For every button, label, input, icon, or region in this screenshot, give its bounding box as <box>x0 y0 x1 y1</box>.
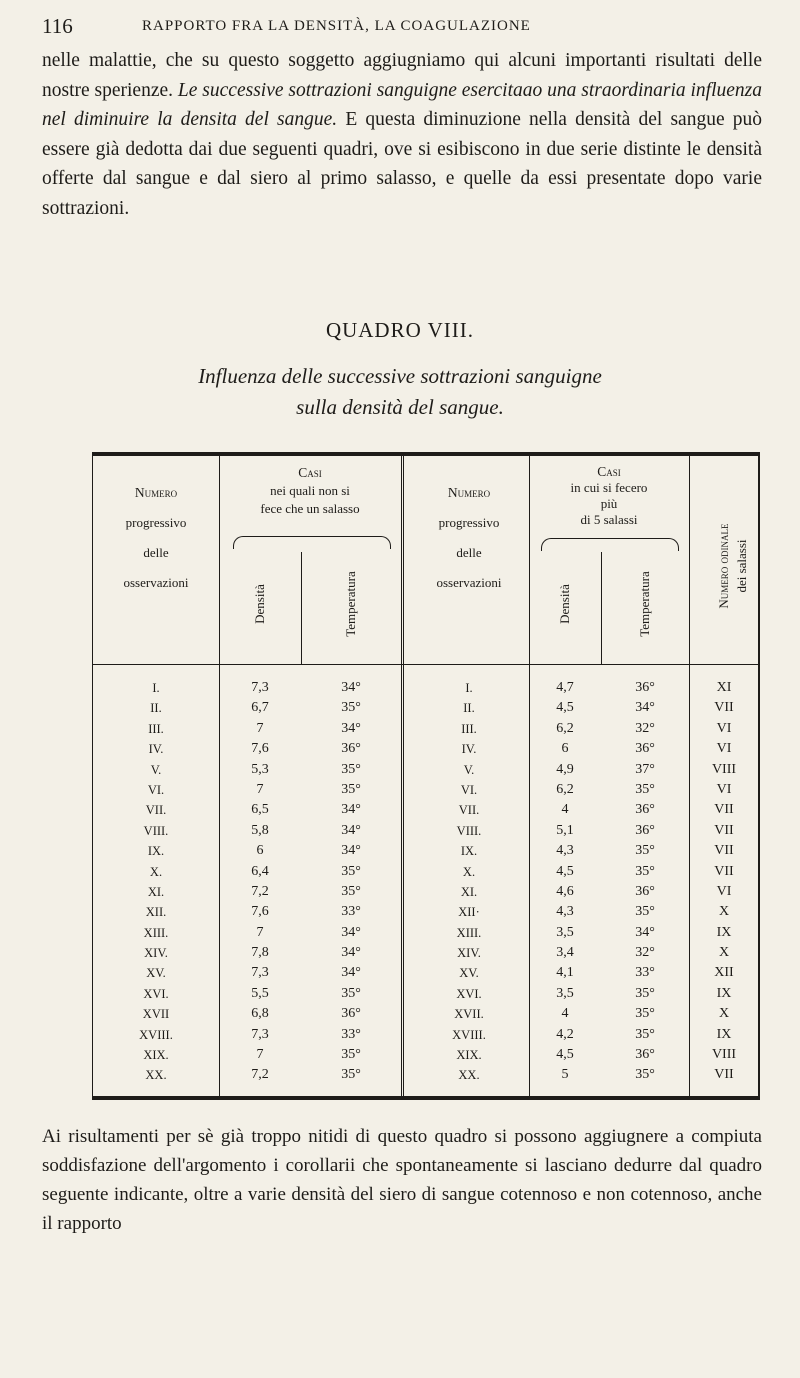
ordinal-header-line: dei salassi <box>734 539 749 593</box>
table-cell: 7,2 <box>251 1067 269 1083</box>
table-cell: VII <box>714 1067 734 1083</box>
left-temperature-header: Temperatura <box>343 571 358 637</box>
table-cell: 7 <box>256 720 264 736</box>
table-cell: 34° <box>341 802 361 818</box>
table-cell: 35° <box>341 781 361 797</box>
num-header-line: delle <box>143 545 169 560</box>
table-cell: VII <box>714 863 734 879</box>
table-cell: XX. <box>145 1068 167 1083</box>
col-left-number <box>93 678 219 1086</box>
table-cell: 5,8 <box>251 822 269 838</box>
right-density-header: Densità <box>557 584 572 624</box>
table-cell: 7 <box>256 1047 264 1063</box>
closing-paragraph: Ai risultamenti per sè già troppo nitidi di questo quadro si possono aggiugnere a compiuta soddisfazione dell'argomento i corollarii che spontaneamente si lasciano dedurre dal quadro seguente indicante, oltre a varie densità del siero di sangue cotennoso e non cotennoso, anche il rapporto <box>42 1126 762 1234</box>
table-subtitle-line2: sulla densità del sangue. <box>296 395 504 419</box>
table-cell: 35° <box>341 700 361 716</box>
table-cell: XIV. <box>144 946 168 961</box>
table-cell: 7,2 <box>251 883 269 899</box>
table-cell: XVIII. <box>139 1027 173 1042</box>
table-cell: 7,6 <box>251 741 269 757</box>
cases-header-line: più <box>600 496 618 511</box>
col-ordinal-bleedings <box>689 678 759 1086</box>
table-cell: 35° <box>341 863 361 879</box>
table-cell: 34° <box>341 843 361 859</box>
table-cell: 35° <box>341 1047 361 1063</box>
table-cell: 33° <box>341 904 361 920</box>
table-cell: VII. <box>145 803 167 818</box>
table-cell: 35° <box>341 883 361 899</box>
table-cell: 35° <box>341 761 361 777</box>
table-cell: 35° <box>635 1026 655 1042</box>
header-brace <box>233 536 391 549</box>
table-cell: VI <box>716 720 732 736</box>
table-cell: 3,5 <box>556 985 574 1001</box>
table-cell: X. <box>462 864 476 879</box>
table-cell: 5,3 <box>251 761 269 777</box>
table-cell: XV. <box>459 966 479 981</box>
left-density-header: Densità <box>252 584 267 624</box>
table-cell: X <box>718 904 730 920</box>
table-cell: 35° <box>635 843 655 859</box>
table-cell: XII· <box>458 905 480 920</box>
table-cell: 7 <box>256 924 264 940</box>
left-number-header <box>93 484 219 592</box>
header-rule <box>93 664 758 665</box>
table-cell: XVIII. <box>452 1027 486 1042</box>
table-cell: 35° <box>635 1006 655 1022</box>
table-cell: 4,3 <box>556 904 574 920</box>
ordinal-header-line: Numero odinale <box>716 523 731 609</box>
col-right-temperature <box>601 678 689 1086</box>
table-cell: 34° <box>341 945 361 961</box>
table-cell: XIX. <box>456 1048 482 1063</box>
cases-header-line: fece che un salasso <box>260 501 360 516</box>
table-cell: XVI. <box>143 986 169 1001</box>
num-header-line: osservazioni <box>436 575 502 590</box>
table-cell: V. <box>150 762 162 777</box>
ordinal-header <box>715 486 751 646</box>
table-cell: 6,2 <box>556 720 574 736</box>
table-cell: 36° <box>635 741 655 757</box>
right-cases-header <box>529 464 689 528</box>
data-table <box>92 452 760 1100</box>
table-cell: 7,3 <box>251 1026 269 1042</box>
table-cell: XV. <box>146 966 166 981</box>
table-cell: 5 <box>561 1067 569 1083</box>
table-cell: 6,8 <box>251 1006 269 1022</box>
table-cell: VII. <box>458 803 480 818</box>
col-right-density <box>529 678 601 1086</box>
table-cell: III. <box>461 721 477 736</box>
sub-col-divider <box>301 552 302 664</box>
table-cell: XII <box>714 965 734 981</box>
header-title: RAPPORTO FRA LA DENSITÀ, LA COAGULAZIONE <box>142 18 531 34</box>
table-cell: XVI. <box>456 986 482 1001</box>
num-header-line: progressivo <box>438 515 500 530</box>
table-cell: 36° <box>635 680 655 695</box>
table-cell: 35° <box>635 985 655 1001</box>
table-cell: 34° <box>341 822 361 838</box>
table-cell: 37° <box>635 761 655 777</box>
table-cell: 5,1 <box>556 822 574 838</box>
table-cell: 34° <box>635 700 655 716</box>
table-cell: 6,5 <box>251 802 269 818</box>
table-cell: I. <box>152 681 160 695</box>
table-cell: 35° <box>341 1067 361 1083</box>
cases-header-line: Casi <box>298 465 322 480</box>
col-right-number <box>409 678 529 1086</box>
table-cell: II. <box>150 701 162 716</box>
table-cell: IX. <box>460 844 478 859</box>
table-cell: 35° <box>635 781 655 797</box>
group-divider <box>401 456 404 1096</box>
table-cell: V. <box>463 762 475 777</box>
table-cell: IX <box>716 924 732 940</box>
table-cell: 4,1 <box>556 965 574 981</box>
left-cases-header <box>219 464 401 518</box>
sub-col-divider <box>601 552 602 664</box>
table-cell: XII. <box>145 905 167 920</box>
table-cell: 3,4 <box>556 945 574 961</box>
table-cell: 34° <box>341 924 361 940</box>
table-cell: X <box>718 945 730 961</box>
table-cell: XVII. <box>454 1007 484 1022</box>
num-header-line: progressivo <box>125 515 187 530</box>
cases-header-line: Casi <box>597 464 621 479</box>
table-cell: 4,5 <box>556 700 574 716</box>
table-cell: 35° <box>635 1067 655 1083</box>
table-cell: 36° <box>635 802 655 818</box>
table-cell: XI. <box>460 884 478 899</box>
cases-header-line: nei quali non si <box>270 483 350 498</box>
table-cell: 3,5 <box>556 924 574 940</box>
table-cell: XX. <box>458 1068 480 1083</box>
table-cell: 36° <box>635 883 655 899</box>
intro-text-continued: E questa diminuzione nella densità del sangue può essere già dedotta dai due seguenti quadri, ove si esibiscono in due serie distinte le densità offerte dal sangue e dal siero al primo salasso, e quelle da essi presentate dopo varie sottrazioni. <box>42 109 763 219</box>
table-subtitle-line1: Influenza delle successive sottrazioni sanguigne <box>198 364 602 388</box>
num-header-line: delle <box>456 545 482 560</box>
table-cell: 7,3 <box>251 965 269 981</box>
table-cell: XI. <box>147 884 165 899</box>
table-cell: 6 <box>561 741 569 757</box>
table-cell: 36° <box>341 741 361 757</box>
table-cell: VII <box>714 843 734 859</box>
intro-text: nelle malattie, che su questo soggetto aggiugniamo qui alcuni importanti risultati delle nostre sperienze. <box>42 50 762 101</box>
table-cell: 35° <box>635 863 655 879</box>
table-cell: 4,9 <box>556 761 574 777</box>
table-cell: VI. <box>460 782 478 797</box>
table-cell: VI. <box>147 782 165 797</box>
table-cell: 7,6 <box>251 904 269 920</box>
table-cell: 32° <box>635 945 655 961</box>
table-cell: 6 <box>256 843 264 859</box>
table-cell: 34° <box>635 924 655 940</box>
header-brace <box>541 538 679 551</box>
table-cell: VI <box>716 741 732 757</box>
table-cell: X. <box>149 864 163 879</box>
table-cell: VIII. <box>456 823 482 838</box>
table-cell: 7,8 <box>251 945 269 961</box>
num-header-line: Numero <box>447 485 491 500</box>
num-header-line: Numero <box>134 485 178 500</box>
table-cell: VIII <box>711 761 737 777</box>
table-cell: 35° <box>341 985 361 1001</box>
table-cell: I. <box>465 681 473 695</box>
table-cell: 4,7 <box>556 680 574 695</box>
table-cell: XIV. <box>457 946 481 961</box>
table-cell: XIII. <box>143 925 169 940</box>
table-cell: III. <box>148 721 164 736</box>
table-cell: XIX. <box>143 1048 169 1063</box>
table-cell: 6,4 <box>251 863 269 879</box>
table-cell: IV. <box>461 742 477 757</box>
table-cell: VIII. <box>143 823 169 838</box>
table-cell: 4,2 <box>556 1026 574 1042</box>
table-cell: VIII <box>711 1047 737 1063</box>
table-cell: 36° <box>341 1006 361 1022</box>
table-cell: XIII. <box>456 925 482 940</box>
table-cell: 4 <box>561 1006 569 1022</box>
cases-header-line: di 5 salassi <box>580 512 638 527</box>
col-left-density <box>219 678 301 1086</box>
table-cell: 5,5 <box>251 985 269 1001</box>
italic-lead: Le successive sottrazioni sanguigne esercitaao una straordinaria influenza nel diminuire la densita del sangue. <box>42 79 763 130</box>
table-cell: IV. <box>148 742 164 757</box>
table-cell: 33° <box>341 1026 361 1042</box>
table-cell: VI <box>716 781 732 797</box>
table-cell: 4,6 <box>556 883 574 899</box>
table-cell: 32° <box>635 720 655 736</box>
table-cell: 34° <box>341 680 361 695</box>
col-left-temperature <box>301 678 401 1086</box>
table-cell: 35° <box>635 904 655 920</box>
num-header-line: osservazioni <box>123 575 189 590</box>
page-number: 116 <box>42 14 73 38</box>
table-cell: XI <box>716 680 732 695</box>
table-cell: 4,5 <box>556 863 574 879</box>
right-number-header <box>409 484 529 592</box>
table-cell: VI <box>716 883 732 899</box>
table-cell: VII <box>714 802 734 818</box>
table-cell: IX <box>716 1026 732 1042</box>
table-cell: 34° <box>341 965 361 981</box>
right-temperature-header: Temperatura <box>637 571 652 637</box>
cases-header-line: in cui si fecero <box>570 480 648 495</box>
table-cell: VII <box>714 700 734 716</box>
table-cell: 33° <box>635 965 655 981</box>
table-cell: 4,3 <box>556 843 574 859</box>
table-cell: 36° <box>635 822 655 838</box>
table-cell: 36° <box>635 1047 655 1063</box>
intro-paragraph <box>42 46 762 223</box>
table-cell: II. <box>463 701 475 716</box>
table-cell: 7 <box>256 781 264 797</box>
table-cell: IX. <box>147 844 165 859</box>
table-cell: 7,3 <box>251 680 269 695</box>
running-head <box>42 12 757 42</box>
quadro-title: QUADRO VIII. <box>325 318 475 342</box>
table-cell: 6,7 <box>251 700 269 716</box>
table-cell: XVII <box>142 1007 170 1022</box>
table-cell: VII <box>714 822 734 838</box>
table-cell: 4,5 <box>556 1047 574 1063</box>
table-cell: 6,2 <box>556 781 574 797</box>
table-cell: 4 <box>561 802 569 818</box>
table-cell: 34° <box>341 720 361 736</box>
table-cell: X <box>718 1006 730 1022</box>
table-cell: IX <box>716 985 732 1001</box>
